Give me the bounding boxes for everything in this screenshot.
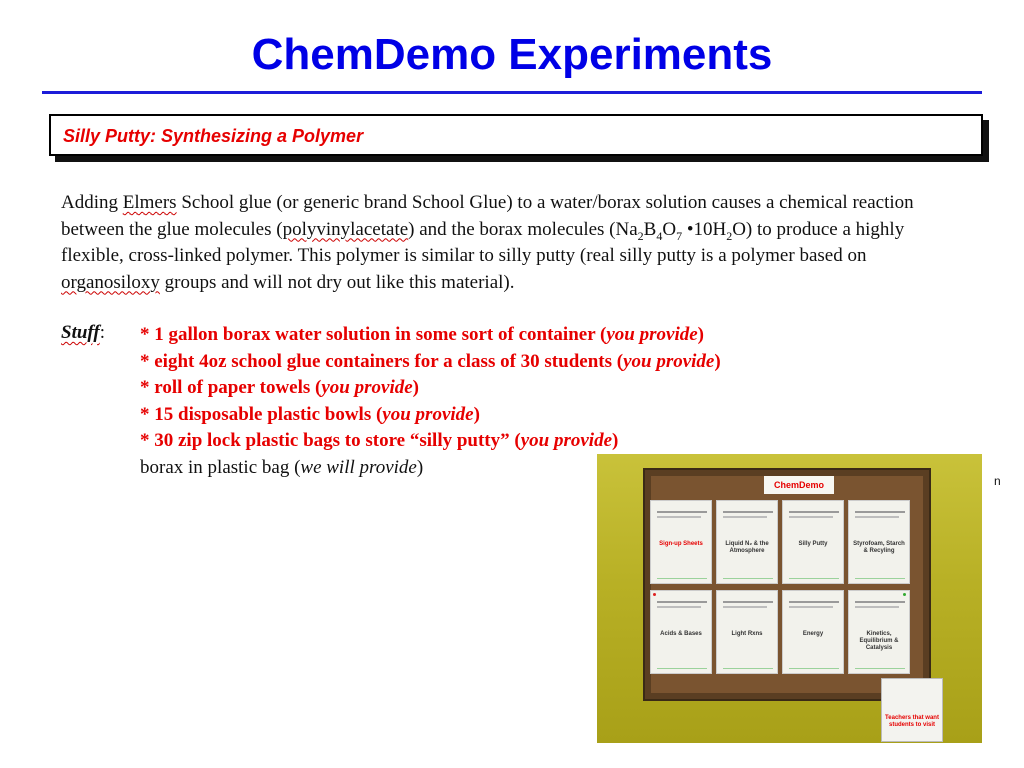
para-text: O) to produce a highly flexible, cross-linked polymer. This polymer is similar to silly putty (real silly putty is a polymer based on: [61, 218, 905, 266]
sheet-label: Acids & Bases: [660, 631, 702, 637]
para-text: groups and will not dry out like this material).: [159, 271, 515, 293]
item-close: ): [412, 377, 419, 398]
item-provider: you provide: [382, 403, 474, 425]
push-pin-icon: [903, 593, 906, 596]
sheet-label: Styrofoam, Starch & Recyling: [853, 541, 905, 554]
sheet-footer: [789, 668, 839, 669]
sheet-line: [723, 606, 767, 608]
sheet-line: [723, 511, 773, 513]
sheet-footer: [657, 668, 707, 669]
item-text: * 1 gallon borax water solution in some sort of container (: [140, 324, 607, 345]
sheet-footer: [723, 578, 773, 579]
sheet-footer: [855, 668, 905, 669]
sheet-line: [657, 516, 701, 518]
list-item: [140, 428, 721, 455]
sheet-label: Kinetics, Equilibrium & Catalysis: [859, 631, 899, 651]
sheet-footer: [657, 578, 707, 579]
item-provider: you provide: [321, 377, 413, 398]
sheet-footer: [855, 578, 905, 579]
envelope-label: Teachers that want students to visit: [885, 715, 939, 728]
sheet-label: Sign-up Sheets: [659, 541, 703, 547]
para-text: School glue (or generic brand School Glue) to a water/borax solution causes a chemical reaction between the glue molecules (: [61, 192, 914, 240]
sheet-line: [723, 601, 773, 603]
sheet-line: [723, 516, 767, 518]
board-sheet: [650, 500, 712, 584]
item-close: ): [714, 350, 721, 372]
item-text: * 30 zip lock plastic bags to store “silly putty” (: [140, 430, 521, 451]
sheet-label: Light Rxns: [731, 631, 763, 637]
sheet-line: [657, 511, 707, 513]
board-sheet: [848, 500, 910, 584]
board-sheet: [650, 590, 712, 674]
item-text: borax in plastic bag (: [140, 456, 301, 478]
subscript: 4: [656, 228, 663, 243]
sheet-line: [789, 606, 833, 608]
sheet-line: [855, 606, 899, 608]
sheet-line: [789, 516, 833, 518]
item-close: ): [612, 430, 619, 451]
sheet-line: [789, 511, 839, 513]
item-close: ): [697, 324, 704, 345]
stuff-label-colon: :: [99, 322, 106, 343]
sheet-line: [657, 601, 707, 603]
board-sheet: [782, 590, 844, 674]
sheet-footer: [789, 578, 839, 579]
item-provider: you provide: [520, 430, 613, 451]
description-paragraph: [61, 190, 961, 296]
list-item: [140, 375, 721, 402]
item-text: * 15 disposable plastic bowls (: [140, 403, 383, 425]
stuff-label: [61, 322, 105, 344]
sheet-label: Liquid N₂ & the Atmosphere: [725, 541, 769, 554]
para-text: •10H: [682, 218, 727, 240]
item-provider: you provide: [623, 350, 715, 372]
board-sheet: [782, 500, 844, 584]
bulletin-board-photo: [597, 454, 982, 743]
item-text: * roll of paper towels (: [140, 377, 322, 398]
item-close: ): [473, 403, 480, 425]
spell-flag-elmers: Elmers: [122, 192, 177, 213]
subtitle-box: [49, 114, 983, 156]
stuff-label-text: Stuff: [61, 322, 100, 343]
bulletin-board: [643, 468, 931, 701]
item-text: * eight 4oz school glue containers for a class of 30 students (: [140, 350, 624, 372]
board-header: ChemDemo: [764, 476, 834, 494]
sheet-line: [855, 516, 899, 518]
spell-flag-organosiloxy: organosiloxy: [61, 271, 160, 293]
list-item: [140, 349, 721, 376]
stray-glyph: n: [994, 474, 1001, 488]
subscript: 2: [637, 228, 644, 243]
sheet-label: Energy: [802, 631, 824, 637]
sheet-label: Silly Putty: [798, 541, 828, 547]
subtitle-text: Silly Putty: Synthesizing a Polymer: [63, 126, 364, 146]
item-close: ): [416, 456, 424, 478]
item-provider: we will provide: [300, 456, 417, 478]
sheet-footer: [723, 668, 773, 669]
spell-flag-polyvinylacetate: polyvinylacetate: [282, 218, 409, 240]
para-text: ) and the borax molecules (Na: [408, 218, 638, 240]
sheet-line: [657, 606, 701, 608]
para-text: B: [643, 218, 657, 240]
sheet-line: [855, 601, 905, 603]
item-provider: you provide: [606, 324, 698, 345]
page-title: ChemDemo Experiments: [251, 30, 773, 79]
subscript: 2: [726, 228, 733, 243]
subscript: 7: [676, 228, 683, 243]
sheet-line: [855, 511, 905, 513]
board-sheet: [716, 500, 778, 584]
title-divider: [42, 91, 982, 94]
list-item: [140, 402, 721, 429]
teacher-envelope: [881, 678, 943, 742]
para-text: Adding: [61, 192, 123, 213]
push-pin-icon: [653, 593, 656, 596]
list-item: [140, 322, 721, 349]
para-text: O: [662, 218, 677, 240]
board-sheet: [848, 590, 910, 674]
sheet-line: [789, 601, 839, 603]
board-sheet: [716, 590, 778, 674]
